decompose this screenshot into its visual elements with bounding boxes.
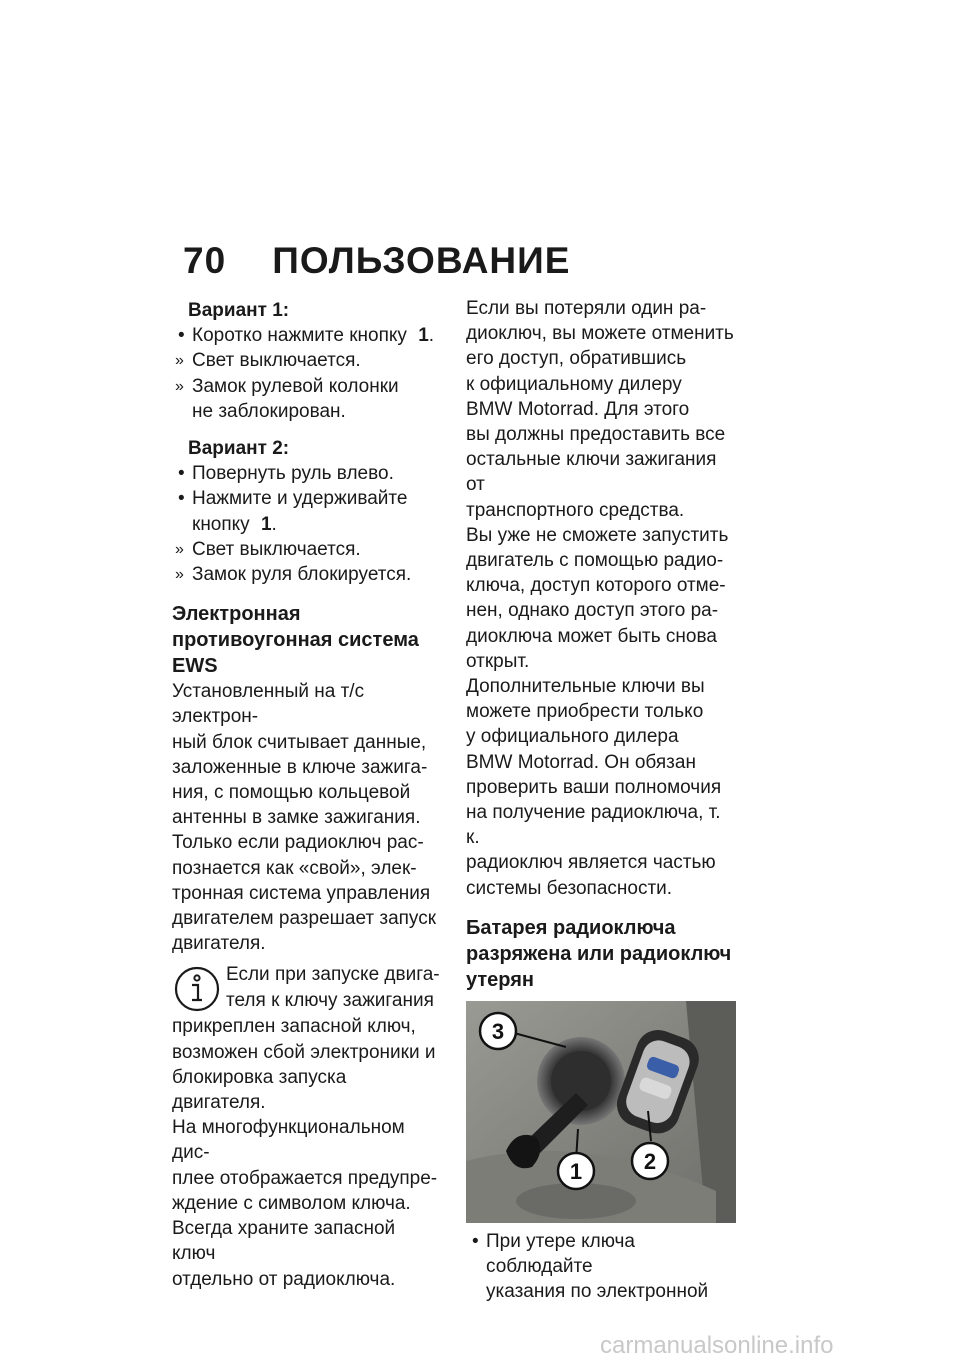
variant-2-result: » Свет выключается. bbox=[172, 537, 442, 562]
lost-key-text: Если вы потеряли один ра- диоключ, вы можете отменить его доступ, обратившись к официальному дилеру BMW Motorrad. Для этого вы должны предоставить все остальные ключи зажигания от транспортного средства. Вы уже не сможете запустить двигатель с помощью радио- ключа, доступ которого отме- нен, однако доступ этого ра- диоключа может быть снова открыт. Дополнительные ключи вы можете приобрести только у официального дилера BMW Motorrad. Он обязан проверить ваши полномочия на получение радиоключа, т. к. радиоключ является частью системы безопасности. bbox=[466, 298, 734, 899]
variant-1-title: Вариант 1: bbox=[188, 300, 290, 321]
callout-label: 3 bbox=[491, 1018, 505, 1044]
result-arrow-icon: » bbox=[175, 540, 184, 558]
variant-2-step: • Повернуть руль влево. bbox=[172, 461, 442, 486]
left-column bbox=[172, 296, 442, 1292]
variant-2-result: » Замок руля блокируется. bbox=[172, 562, 442, 587]
variant-1-result: » Свет выключается. bbox=[172, 348, 442, 373]
watermark: carmanualsonline.info bbox=[600, 1332, 834, 1359]
result-arrow-icon: » bbox=[175, 377, 184, 395]
page-header bbox=[183, 240, 570, 282]
result-arrow-icon: » bbox=[175, 566, 184, 584]
ews-heading: Электронная противоугонная система EWS bbox=[172, 603, 419, 678]
bullet-icon: • bbox=[472, 1230, 479, 1252]
callout-label: 1 bbox=[569, 1158, 583, 1184]
ref-number: 1 bbox=[260, 513, 272, 535]
key-ignition-photo bbox=[466, 1001, 736, 1223]
variant-1-result: » Замок рулевой колонки bbox=[172, 374, 442, 399]
variant-2-title: Вариант 2: bbox=[188, 438, 290, 460]
info-icon bbox=[172, 964, 222, 1014]
variant-2-step-cont: кнопку 1. bbox=[192, 513, 277, 535]
lost-key-step: • При утере ключа соблюдайте указания по электронной bbox=[472, 1230, 709, 1303]
page-number: 70 bbox=[183, 240, 227, 281]
ref-number: 1 bbox=[418, 325, 429, 347]
variant-2-step: • Нажмите и удерживайте bbox=[172, 486, 442, 511]
right-column bbox=[466, 296, 736, 1304]
variant-1-result-cont: не заблокирован. bbox=[192, 400, 346, 422]
result-arrow-icon: » bbox=[175, 352, 184, 370]
bullet-icon: • bbox=[178, 488, 185, 510]
info-note: Если при запуске двига- теля к ключу зажигания прикреплен запасной ключ, возможен сбой электроники и блокировка запуска двигателя. На многофункциональном дис- плее отображается предупре- ждение с символом ключа. Всегда храните запасной ключ отдельно от радиоключа. bbox=[172, 964, 440, 1290]
bullet-icon: • bbox=[178, 463, 185, 485]
variant-1-step: • Коротко нажмите кнопку 1. bbox=[172, 323, 442, 348]
battery-heading: Батарея радиоключа разряжена или радиоключ утерян bbox=[466, 916, 732, 991]
bullet-icon: • bbox=[178, 325, 185, 347]
ews-text: Установленный на т/с электрон- ный блок считывает данные, заложенные в ключе зажига- ния, с помощью кольцевой антенны в замке зажигания. Только если радиоключ рас- познается как «свой», элек- тронная система управления двигателем разрешает запуск двигателя. bbox=[172, 681, 437, 955]
chapter-title: ПОЛЬЗОВАНИЕ bbox=[272, 240, 571, 281]
key-illustration bbox=[466, 1001, 736, 1223]
callout-label: 2 bbox=[643, 1148, 657, 1174]
